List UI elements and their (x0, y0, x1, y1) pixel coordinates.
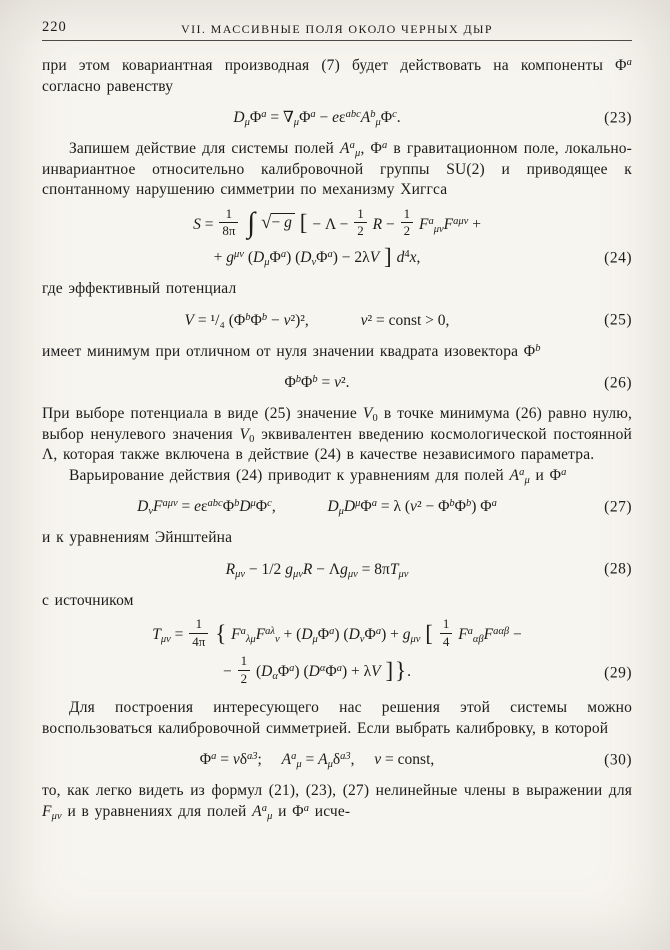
equation-number: (24) (604, 249, 632, 267)
paragraph-covariant-derivative: при этом ковариантная производная (7) будет действовать на компоненты $\Phi^a$ согласно равенству (42, 57, 632, 95)
paragraph-einstein-equations: и к уравнениям Эйнштейна (42, 529, 233, 547)
paragraph-v0-choice: При выборе потенциала в виде (25) значение $V_0$ в точке минимума (26) равно нулю, выбор ненулевого значения $V_0$ эквивалентен введению космологической постоянной Λ, которая также включена в действие (24) в качестве независимого параметра. (42, 405, 632, 464)
equation-body: S = $\frac{1}{8\pi}$ ∫ √− g [ − Λ − $\frac{1}{2}$ R − $\frac{1}{2}$ $F^a_{\mu\nu}F^{a\mu\nu}$ + (193, 205, 481, 239)
paragraph-effective-potential: где эффективный потенциал (42, 280, 237, 298)
equation-number: (27) (604, 498, 632, 516)
equation-number: (29) (604, 664, 632, 682)
paragraph-gauge-choice: Для построения интересующего нас решения этой системы можно воспользоваться калибровочной симметрией. Если выбрать калибровку, в которой (42, 699, 632, 737)
paragraph-source: с источником (42, 591, 134, 609)
paragraph-variation: Варьирование действия (24) приводит к уравнениям для полей $A^a_\mu$ и $\Phi^a$ (69, 466, 567, 486)
equation-27 (42, 492, 632, 521)
equation-line (42, 555, 632, 584)
header-rule (42, 40, 632, 41)
equation-29 (42, 617, 632, 691)
equation-body: $T_{\mu\nu}$ = $\frac{1}{4\pi}$ { $F^a_{\lambda\mu}F^{a\lambda}_\nu + (D_\mu\Phi^a) (D_\nu\Phi^a) + g_{\mu\nu}$ [ $\frac{1}{4}$ $F^a_{\alpha\beta}F^{a\alpha\beta}$ − (152, 616, 522, 650)
page-number: 220 (42, 19, 67, 35)
equation-number: (30) (604, 751, 632, 769)
equation-body: $D_\mu\Phi^a = \nabla_\mu\Phi^a - e\varepsilon^{abc}A^b_\mu\Phi^c$. (233, 109, 401, 128)
equation-line (42, 306, 632, 335)
equation-number: (23) (604, 109, 632, 126)
equation-line (42, 617, 632, 654)
equation-30 (42, 745, 632, 774)
equation-body: $\Phi^b\Phi^b = v^2$. (284, 374, 350, 392)
equation-23 (42, 103, 632, 132)
equation-line (42, 492, 632, 521)
equation-number: (28) (604, 560, 632, 578)
equation-line (42, 103, 632, 132)
paragraph-final: то, как легко видеть из формул (21), (23), (27) нелинейные члены в выражении для $F_{\mu\nu}$ и в уравнениях для полей $A^a_\mu$ и $\Phi^a$ исче- (42, 782, 632, 822)
equation-body: $R_{\mu\nu} - 1/2$ $g_{\mu\nu}R - \Lambda g_{\mu\nu} = 8\pi T_{\mu\nu}$ (225, 560, 409, 580)
equation-26 (42, 368, 632, 397)
equation-body: V = ¹/₄ $(\Phi^b\Phi^b - v^2)^2$, v² = const > 0, (184, 311, 450, 329)
equation-body: $D_\nu F^{a\mu\nu} = e\varepsilon^{abc}\Phi^bD^\mu\Phi^c$, $D_\mu D^\mu\Phi^a = \lambda$ $(v^2 - \Phi^b\Phi^b)$ $\Phi^a$ (137, 498, 497, 518)
equation-line (42, 207, 632, 244)
page-header (42, 16, 632, 36)
equation-number: (26) (604, 374, 632, 392)
equation-25 (42, 306, 632, 335)
chapter-title: VII. МАССИВНЫЕ ПОЛЯ ОКОЛО ЧЕРНЫХ ДЫР (181, 22, 493, 36)
equation-number: (25) (604, 311, 632, 329)
equation-24 (42, 207, 632, 273)
equation-28 (42, 555, 632, 584)
equation-body: $\Phi^a = v\delta^{a3}$; $A^a_\mu = A_\mu\delta^{a3}$, v = const, (199, 751, 435, 771)
equation-body: − $\frac{1}{2}$ $(D_\alpha\Phi^a) (D^\alpha\Phi^a) + \lambda V$ ]}. (222, 653, 412, 687)
equation-line (42, 745, 632, 774)
equation-body: + $g^{\mu\nu}$ $(D_\mu\Phi^a) (D_\nu\Phi^a) - 2\lambda V$ ] $d^4x$, (213, 243, 421, 269)
equation-line (42, 368, 632, 397)
paragraph-action: Запишем действие для системы полей $A^a_\mu$, $\Phi^a$ в гравитационном поле, локально-инвариантное относительно калибровочной группы SU(2) и приводящее к спонтанному нарушению симметрии по механизму Хиггса (42, 140, 632, 198)
paragraph-minimum: имеет минимум при отличном от нуля значении квадрата изовектора $\Phi^b$ (42, 342, 541, 360)
equation-line (42, 243, 632, 272)
equation-line (42, 654, 632, 691)
